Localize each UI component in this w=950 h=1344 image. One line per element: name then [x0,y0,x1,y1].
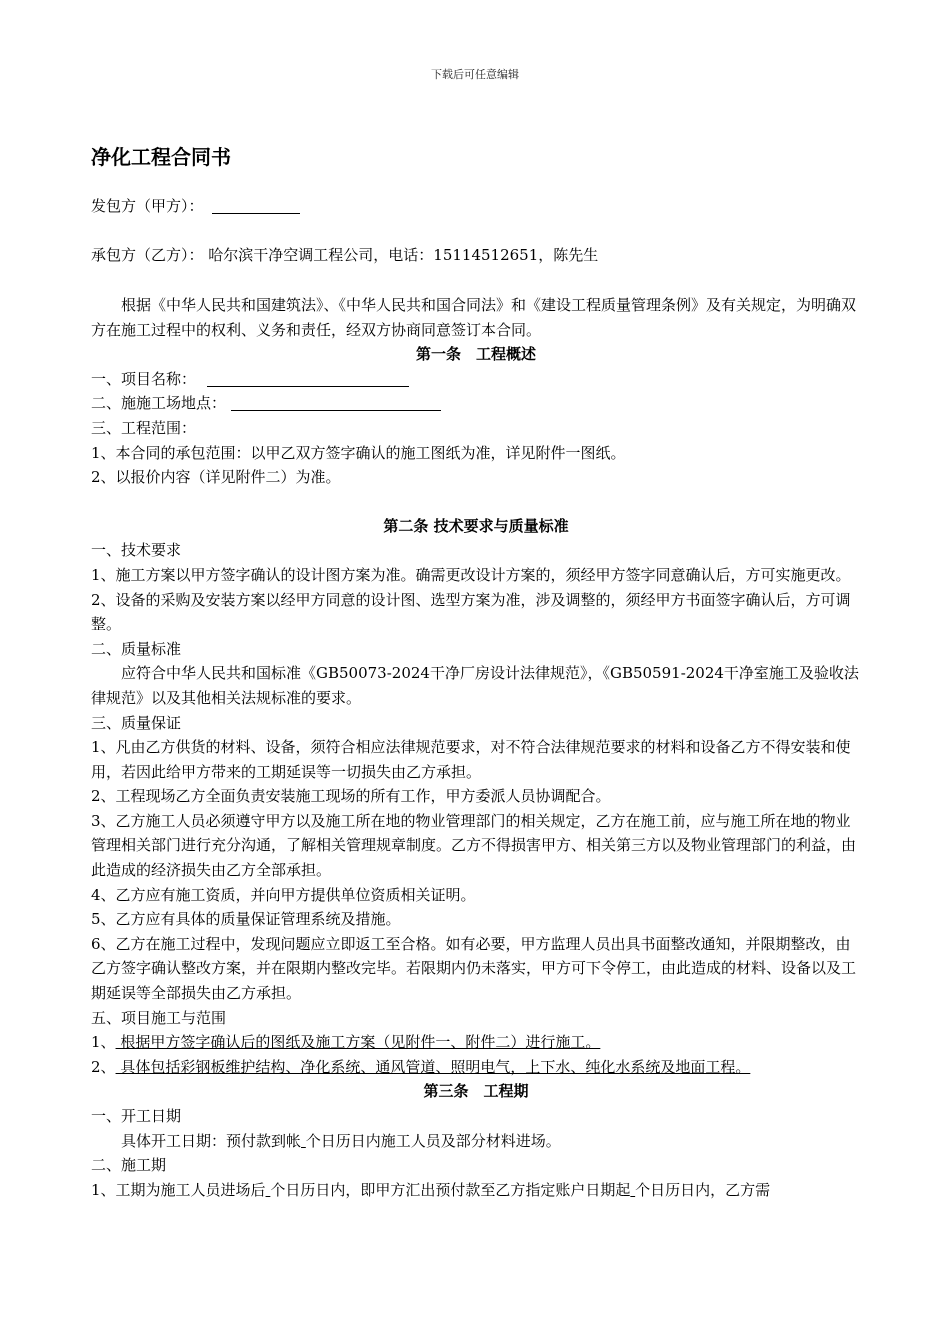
guarantee-3: 3、乙方施工人员必须遵守甲方以及施工所在地的物业管理部门的相关规定，乙方在施工前，应与施工所在地的物业管理相关部门进行充分沟通，了解相关管理规章制度。乙方不得损害甲方、相关第三方以及物业管理部门的利益，由此造成的经济损失由乙方全部承担。 [91,811,857,880]
scope-heading: 三、工程范围： [91,418,197,437]
guarantee-4: 4、乙方应有施工资质，并向甲方提供单位资质相关证明。 [91,885,476,904]
party-a-label: 发包方（甲方）： [91,197,204,215]
project-name-blank [207,370,409,387]
construction-scope-1-text: 根据甲方签字确认后的图纸及施工方案（见附件一、附件二）进行施工。 [115,1033,601,1052]
quality-guarantee-heading: 三、质量保证 [91,713,182,732]
project-name-label: 一、项目名称： [91,369,197,388]
construction-scope-1 [91,1030,861,1055]
site-location-label: 二、施施工场地点： [91,394,227,413]
guarantee-1: 1、凡由乙方供货的材料、设备，须符合相应法律规范要求，对不符合法律规范要求的材料和设备乙方不得安装和使用，若因此给甲方带来的工期延误等一切损失由乙方承担。 [91,738,851,781]
scope-item-2: 2、以报价内容（详见附件二）为准。 [91,468,341,487]
quality-standard-text: 应符合中华人民共和国标准《GB50073-2024干净厂房设计法律规范》，《GB50591-2024干净室施工及验收法律规范》以及其他相关法规标准的要求。 [91,664,859,707]
contract-body [91,293,861,1202]
project-name-line [91,367,861,392]
article-3-title: 第三条 工程期 [423,1082,529,1101]
guarantee-2: 2、工程现场乙方全面负责安装施工现场的所有工作，甲方委派人员协调配合。 [91,787,611,806]
construction-period-heading: 二、施工期 [91,1156,167,1175]
spacer [91,490,861,514]
quality-standard-heading: 二、质量标准 [91,639,182,658]
tech-req-heading: 一、技术要求 [91,541,182,560]
construction-scope-2 [91,1055,861,1080]
period-text-a: 1、工期为施工人员进场后 [91,1180,266,1199]
scope-item-1: 1、本合同的承包范围：以甲乙双方签字确认的施工图纸为准，详见附件一图纸。 [91,443,626,462]
preamble: 根据《中华人民共和国建筑法》、《中华人民共和国合同法》和《建设工程质量管理条例》及有关规定，为明确双方在施工过程中的权利、义务和责任，经双方协商同意签订本合同。 [91,296,857,339]
construction-scope-1-num: 1、 [91,1033,116,1052]
party-b-line: 承包方（乙方）： 哈尔滨干净空调工程公司，电话：15114512651，陈先生 [91,246,599,264]
guarantee-5: 5、乙方应有具体的质量保证管理系统及措施。 [91,910,401,929]
site-location-line [91,391,861,416]
construction-scope-2-num: 2、 [91,1057,116,1076]
start-date-heading: 一、开工日期 [91,1107,182,1125]
header-note: 下载后可任意编辑 [431,68,519,81]
guarantee-6: 6、乙方在施工过程中，发现问题应立即返工至合格。如有必要，甲方监理人员出具书面整改通知，并限期整改，由乙方签字确认整改方案，并在限期内整改完毕。若限期内仍未落实，甲方可下令停工，由此造成的材料、设备以及工期延误等全部损失由乙方承担。 [91,934,857,1003]
tech-req-2: 2、设备的采购及安装方案以经甲方同意的设计图、选型方案为准，涉及调整的，须经甲方书面签字确认后，方可调整。 [91,590,851,634]
start-date-text-b: 个日历日内施工人员及部分材料进场。 [305,1131,561,1150]
period-text-c: 个日历日内，乙方需 [635,1180,771,1199]
construction-scope-heading: 五、项目施工与范围 [91,1008,227,1027]
party-a-line [91,195,300,216]
party-a-blank [212,197,300,214]
start-date-text-a: 具体开工日期：预付款到帐 [121,1131,302,1150]
article-2-title: 第二条 技术要求与质量标准 [383,516,569,535]
construction-period-1 [91,1178,861,1203]
period-text-b: 个日历日内，即甲方汇出预付款至乙方指定账户日期起 [270,1180,631,1199]
document-title: 净化工程合同书 [91,145,231,169]
start-date-text [91,1129,861,1154]
article-1-title: 第一条 工程概述 [415,345,536,364]
construction-scope-2-text: 具体包括彩钢板维护结构、净化系统、通风管道、照明电气，上下水、纯化水系统及地面工程。 [115,1057,751,1076]
site-location-blank [231,394,441,411]
tech-req-1: 1、施工方案以甲方签字确认的设计图方案为准。确需更改设计方案的，须经甲方签字同意确认后，方可实施更改。 [91,565,851,584]
